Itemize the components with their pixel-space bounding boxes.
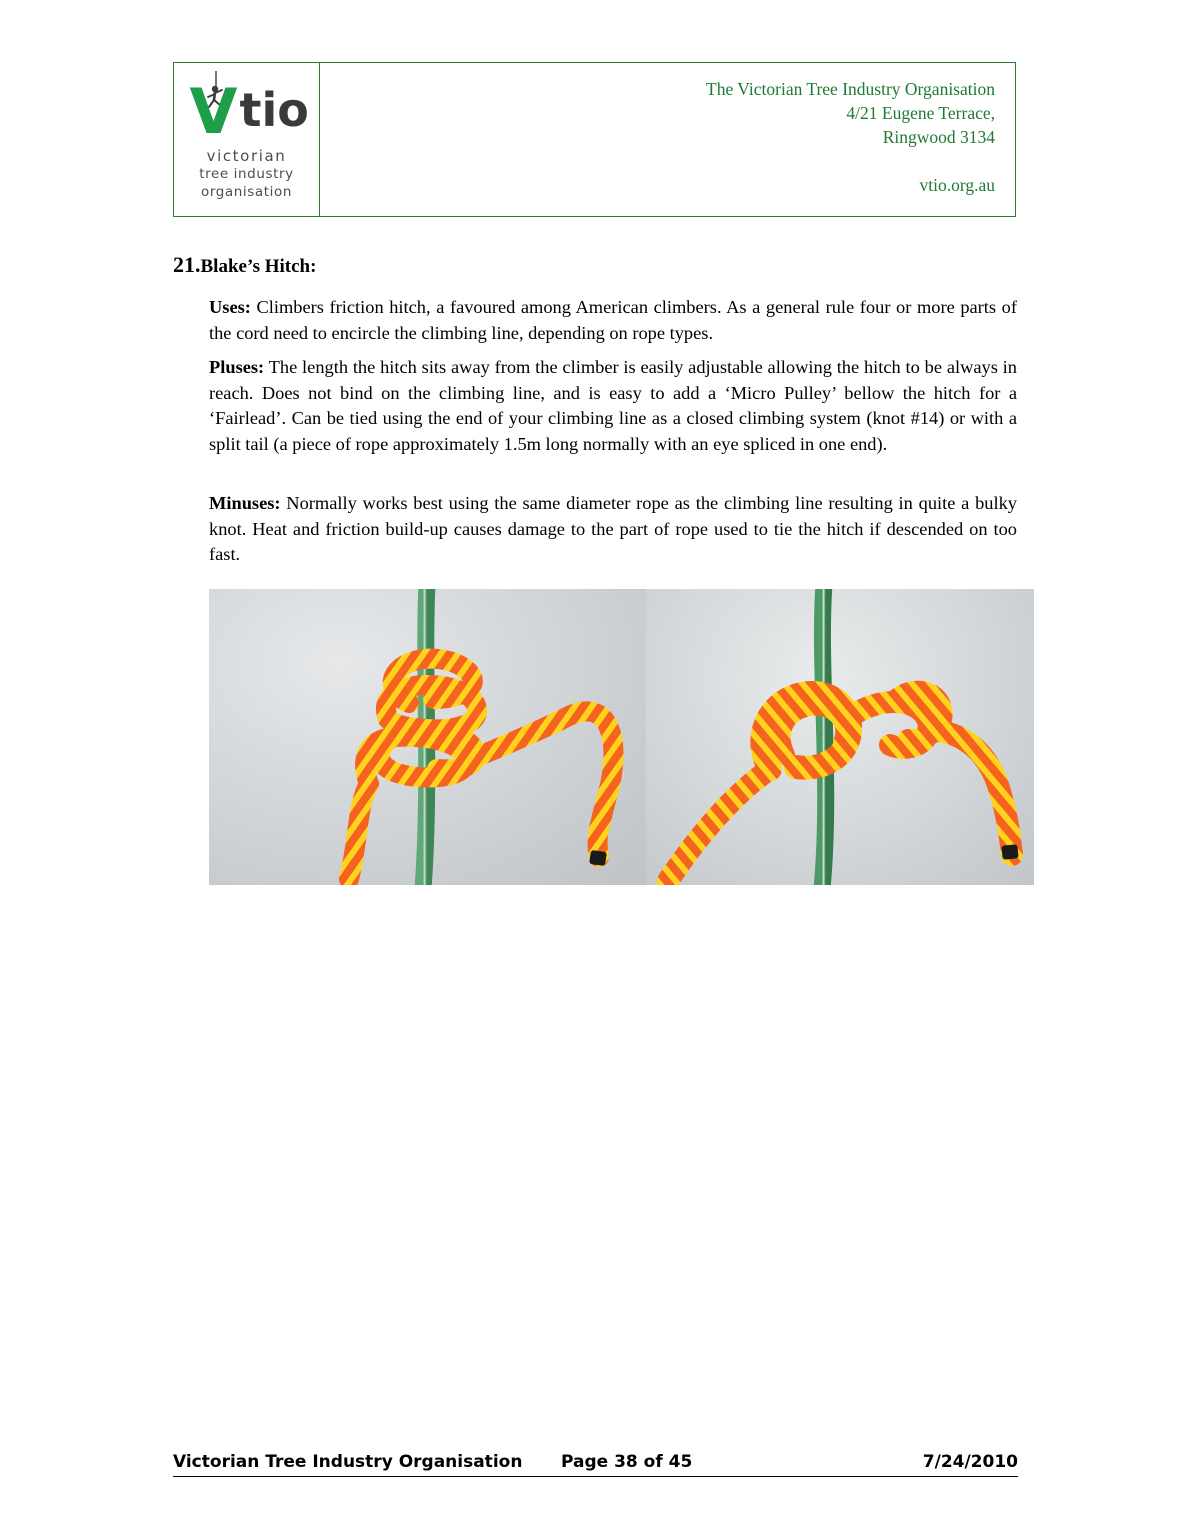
page-header <box>173 62 1016 217</box>
footer-page-number: Page 38 of 45 <box>561 1452 693 1472</box>
header-org-name: The Victorian Tree Industry Organisation <box>706 79 995 99</box>
knot-illustration-dressed <box>646 589 1034 885</box>
rope-end-tape <box>1001 844 1018 860</box>
uses-text: Climbers friction hitch, a favoured among American climbers. As a general rule four or more parts of the cord need to encircle the climbing line, depending on rope types. <box>209 297 1017 343</box>
blakes-hitch-dressed-photo <box>646 589 1034 885</box>
minuses-text: Normally works best using the same diameter rope as the climbing line resulting in quite a bulky knot. Heat and friction build-up causes damage to the part of rope used to tie the hitch if descended on too fast. <box>209 493 1017 565</box>
header-address-line-1: 4/21 Eugene Terrace, <box>846 103 995 123</box>
minuses-label: Minuses: <box>209 493 281 513</box>
rope-end-tape <box>589 850 607 866</box>
paragraph-minuses <box>209 491 1017 568</box>
paragraph-pluses <box>209 355 1017 457</box>
header-contact-block <box>320 63 1015 216</box>
paragraph-uses <box>209 295 1017 346</box>
pluses-text: The length the hitch sits away from the climber is easily adjustable allowing the hitch to be always in reach. Does not bind on the climbing line, and is easy to add a ‘Micro Pulley’ bellow the hitch for a ‘Fairlead’. Can be tied using the end of your climbing line as a closed climbing system (knot #14) or with a split tail (a piece of rope approximately 1.5m long normally with an eye spliced in one end). <box>209 357 1017 454</box>
figure-row <box>209 589 1034 885</box>
logo-word-organisation: organisation <box>200 184 293 200</box>
uses-label: Uses: <box>209 297 251 317</box>
logo-word-victorian: victorian <box>206 147 287 165</box>
logo-letter-v: V <box>189 75 238 148</box>
header-website-link[interactable]: vtio.org.au <box>919 175 995 195</box>
knot-illustration-loose <box>209 589 646 885</box>
section-heading <box>173 253 1018 279</box>
logo-mark <box>182 67 312 148</box>
page-footer <box>173 1452 1018 1477</box>
logo-word-tree-industry: tree industry <box>199 166 294 182</box>
footer-organisation: Victorian Tree Industry Organisation <box>173 1452 523 1472</box>
logo-wordmark <box>181 147 313 201</box>
footer-date: 7/24/2010 <box>922 1452 1018 1472</box>
pluses-label: Pluses: <box>209 357 265 377</box>
section-title: Blake’s Hitch: <box>200 256 317 277</box>
header-address-line-2: Ringwood 3134 <box>882 127 995 147</box>
blakes-hitch-loose-photo <box>209 589 646 885</box>
section-number: 21. <box>173 252 201 277</box>
vtio-logo <box>181 63 313 213</box>
logo-letters-tio: tio <box>239 83 309 137</box>
header-logo-cell <box>174 63 320 216</box>
